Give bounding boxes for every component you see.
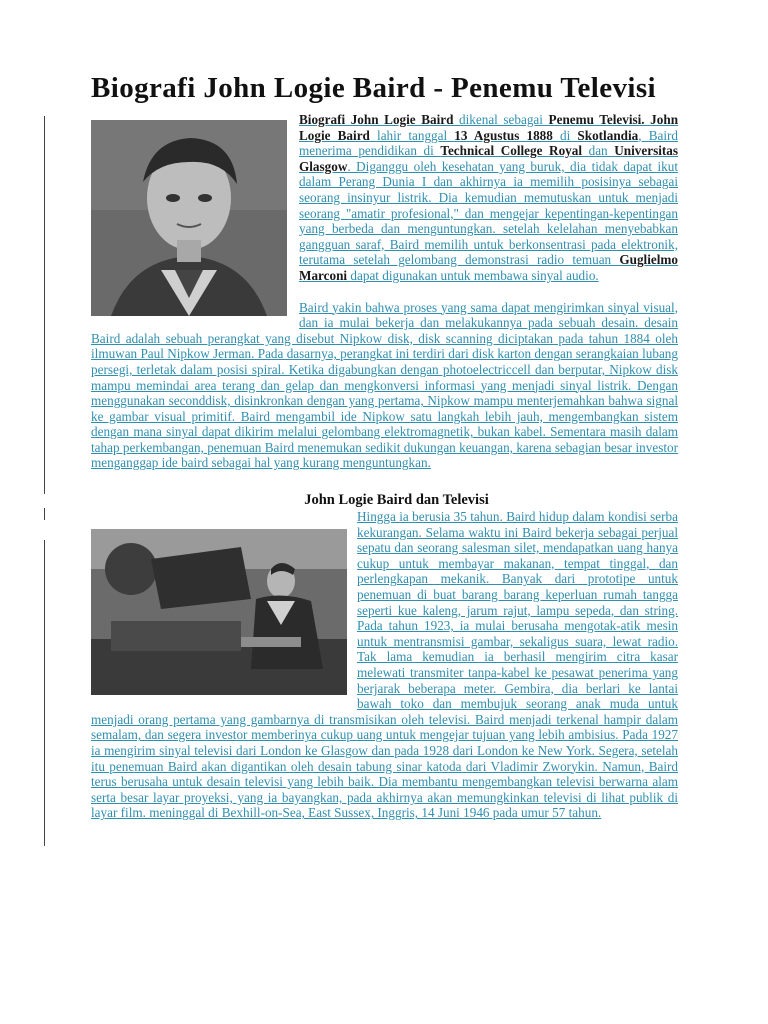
bold-term: Universitas Glasgow	[299, 143, 678, 174]
article-body	[91, 112, 678, 821]
section-heading: John Logie Baird dan Televisi	[304, 492, 489, 509]
margin-mark	[44, 508, 45, 520]
text-run: di	[552, 127, 578, 143]
text-run: dikenal sebagai	[453, 112, 549, 127]
text-run: , Baird menerima pendidikan di	[299, 127, 678, 159]
section-gap	[91, 471, 678, 491]
paragraph-2-text[interactable]: Baird yakin bahwa proses yang sama dapat mengirimkan sinyal visual, dan ia mulai bekerja dan melakukannya pada sebuah desain. desain Baird adalah sebuah perangkat yang disebut Nipkow disk, disk scanning diciptakan pada tahun 1884 oleh ilmuwan Paul Nipkow Jerman. Pada dasarnya, perangkat ini terdiri dari disk karton dengan serangkaian lubang persegi, terletak dalam posisi spiral. Ketika digabungkan dengan photoelectriccell dan berputar, Nipkow disk mampu memindai area terang dan gelap dan mengkonversi informasi yang menjadi sinyal listrik. Dengan menggunakan seconddisk, disinkronkan dengan yang pertama, Nipkow mampu menterjemahkan bahwa signal ke gambar visual primitif. Baird mengambil ide Nipkow satu langkah lebih jauh, mengembangkan sistem dengan mana sinyal dapat dikirim melalui gelombang elektromagnetik, bukan kabel. Sementara masih dalam tahap perkembangan, penemuan Baird menemukan sedikit dukungan keuangan, karena sebagian besar investor menganggap ide baird sebagai hal yang kurang menguntungkan.	[91, 299, 678, 471]
bold-term: John Logie Baird	[299, 112, 679, 143]
page-title: Biografi John Logie Baird - Penemu Televisi	[91, 72, 656, 104]
bold-term: 13 Agustus 1888	[454, 127, 553, 143]
text-run: dan	[582, 143, 615, 159]
paragraph-3-text[interactable]: Hingga ia berusia 35 tahun. Baird hidup dalam kondisi serba kekurangan. Selama waktu ini Baird bekerja sebagai perjual sepatu dan seorang salesman silet, mendapatkan uang hanya cukup untuk membayar makanan, tempat tinggal, dan perlengkapan mekanik. Banyak dari prototipe untuk penemuan di buat barang barang keperluan rumah tangga seperti kue kaleng, jarum rajut, lampu sepeda, dan string. Pada tahun 1923, ia mulai berusaha mengotak-atik mesin untuk mentransmisi gambar, sekaligus suara, lewat radio. Tak lama kemudian ia berhasil mengirim citra kasar melewati transmiter tanpa-kabel ke pesawat penerima yang berjarak beberapa meter. Gembira, dia berlari ke lantai bawah toko dan membujuk seorang anak muda untuk menjadi orang pertama yang gambarnya di transmisikan oleh televisi. Baird menjadi terkenal hampir dalam semalam, dan segera investor memberinya cukup uang untuk mengejar tujuan yang lebih ambisius. Pada 1927 ia mengirim sinyal televisi dari London ke Glasgow dan pada 1928 dari London ke New York. Segera, setelah itu penemuan Baird akan digantikan oleh desain tabung sinar katoda dari Vladimir Zworykin. Namun, Baird terus berusaha untuk desain televisi yang lebih baik. Dia membantu mengembangkan televisi berwarna alam serta besar layar proyeksi, yang ia bayangkan, pada akhirnya akan memungkinkan televisi di lihat publik di layar film. meninggal di Bexhill-on-Sea, East Sussex, Inggris, 14 Juni 1946 pada umur 57 tahun.	[91, 509, 678, 821]
bold-term: Skotlandia	[577, 127, 639, 143]
portrait-photo	[91, 120, 287, 316]
paragraph-1-text[interactable]	[299, 112, 678, 283]
bold-term: Biografi John Logie Baird	[299, 112, 454, 127]
margin-line-bottom	[44, 540, 45, 846]
bold-term: Guglielmo Marconi	[299, 252, 678, 283]
bold-term: Technical College Royal	[440, 143, 583, 159]
text-run: . Diganggu oleh kesehatan yang buruk, dia tidak dapat ikut dalam Perang Dunia I dan akhirnya ia memilih posisinya sebagai seorang insinyur listrik. Dia kemudian memutuskan untuk menjadi seorang "amatir profesional," dan mengejar kepentingan-kepentingan yang berbeda dan menguntungkan. setelah kelelahan menyebabkan gangguan saraf, Baird memilih untuk berkonsentrasi pada elektronik, terutama setelah gelombang demonstrasi radio temuan	[299, 158, 678, 268]
workshop-photo-graphic	[91, 529, 347, 695]
paragraph-2	[91, 300, 678, 472]
text-run: lahir tanggal	[369, 127, 455, 143]
margin-line-top	[44, 116, 45, 494]
text-run: dapat digunakan untuk membawa sinyal audio.	[347, 267, 599, 283]
bold-term: Penemu Televisi.	[548, 112, 645, 127]
workshop-photo	[91, 529, 347, 695]
portrait-photo-graphic	[91, 120, 287, 316]
